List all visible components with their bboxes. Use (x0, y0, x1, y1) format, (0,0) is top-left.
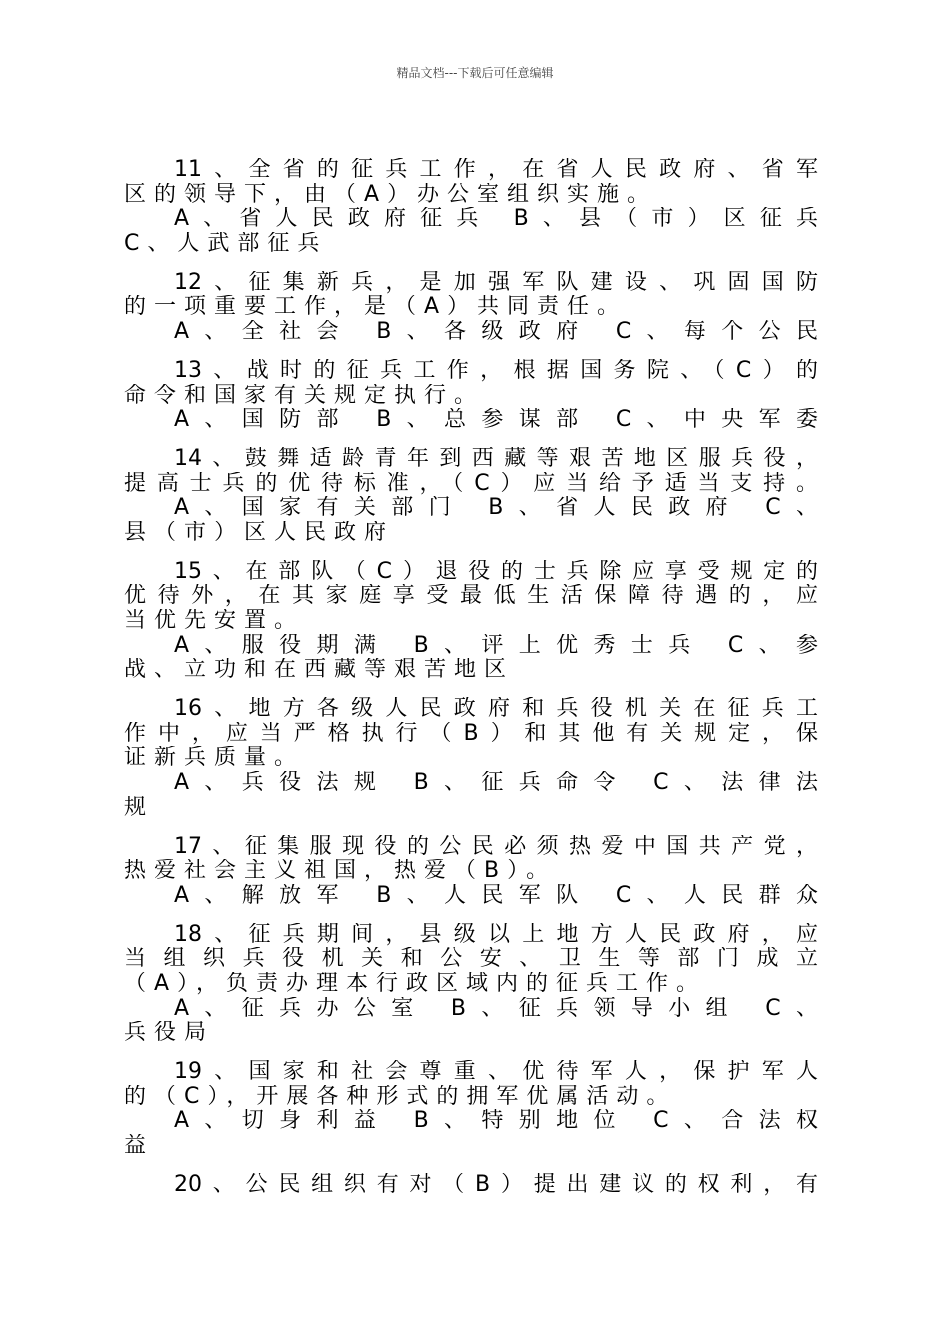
question-text: 19、国家和社会尊重、优待军人，保护军人 (174, 1060, 818, 1084)
question-text: 证新兵质量。 (124, 746, 305, 771)
question-text: 的（C），开展各种形式的拥军优属活动。 (124, 1084, 677, 1109)
answer-options: A、国家有关部门 B、省人民政府 C、 (174, 496, 818, 521)
answer-options: A、切身利益 B、特别地位 C、合法权 (174, 1109, 818, 1134)
question-text: 16、地方各级人民政府和兵役机关在征兵工 (174, 697, 818, 722)
question-text: 命令和国家有关规定执行。 (124, 383, 485, 408)
question-text: 12、征集新兵，是加强军队建设、巩固国防 (174, 270, 818, 295)
question-14 (124, 447, 818, 546)
question-text: 15、在部队（C）退役的士兵除应享受规定的 (174, 559, 818, 584)
question-text: 18、征兵期间，县级以上地方人民政府，应 (174, 922, 818, 947)
answer-options: 益 (124, 1134, 155, 1159)
question-text: 区的领导下，由（A）办公室组织实施。 (124, 182, 658, 207)
answer-options: A、兵役法规 B、征兵命令 C、法律法 (174, 771, 818, 796)
answer-options: A、服役期满 B、评上优秀士兵 C、参 (174, 633, 818, 658)
question-17 (124, 835, 818, 909)
answer-options: A、省人民政府征兵 B、县（市）区征兵 (174, 207, 818, 232)
answer-options: A、解放军 B、人民军队 C、人民群众 (174, 883, 818, 908)
answer-options: 战、立功和在西藏等艰苦地区 (124, 658, 515, 683)
answer-options: A、征兵办公室 B、征兵领导小组 C、 (174, 996, 818, 1021)
question-text: 热爱社会主义祖国，热爱（B）。 (124, 859, 557, 884)
answer-options: A、全社会 B、各级政府 C、每个公民 (174, 320, 818, 345)
question-text: 13、战时的征兵工作，根据国务院、（C）的 (174, 358, 818, 383)
question-19 (124, 1060, 818, 1159)
answer-options: 兵役局 (124, 1021, 215, 1046)
question-text: 20、公民组织有对（B）提出建议的权利，有 (174, 1172, 818, 1197)
document-body (124, 158, 818, 1211)
question-text: 优待外，在其家庭享受最低生活保障待遇的，应 (124, 584, 818, 609)
answer-options: 规 (124, 795, 155, 820)
question-text: 17、征集服现役的公民必须热爱中国共产党， (174, 834, 818, 859)
question-text: 作中，应当严格执行（B）和其他有关规定，保 (124, 721, 818, 746)
question-13 (124, 359, 818, 433)
answer-options: 县（市）区人民政府 (124, 520, 395, 545)
question-11 (124, 158, 818, 257)
answer-options: C、人武部征兵 (124, 232, 328, 257)
question-text: 的一项重要工作，是（A）共同责任。 (124, 295, 628, 320)
question-16 (124, 697, 818, 820)
question-text: 11、全省的征兵工作，在省人民政府、省军 (174, 158, 818, 182)
question-text: 当组织兵役机关和公安、卫生等部门成立 (124, 947, 818, 972)
question-20 (124, 1173, 818, 1198)
question-text: 当优先安置。 (124, 609, 305, 633)
page-header: 精品文档---下载后可任意编辑 (396, 66, 554, 80)
question-text: 14、鼓舞适龄青年到西藏等艰苦地区服兵役， (174, 446, 818, 471)
question-text: 提高士兵的优待标准，（C）应当给予适当支持。 (124, 471, 818, 496)
answer-options: A、国防部 B、总参谋部 C、中央军委 (174, 408, 818, 433)
question-12 (124, 271, 818, 345)
question-15 (124, 560, 818, 683)
question-18 (124, 923, 818, 1046)
question-text: （A），负责办理本行政区域内的征兵工作。 (124, 971, 707, 996)
